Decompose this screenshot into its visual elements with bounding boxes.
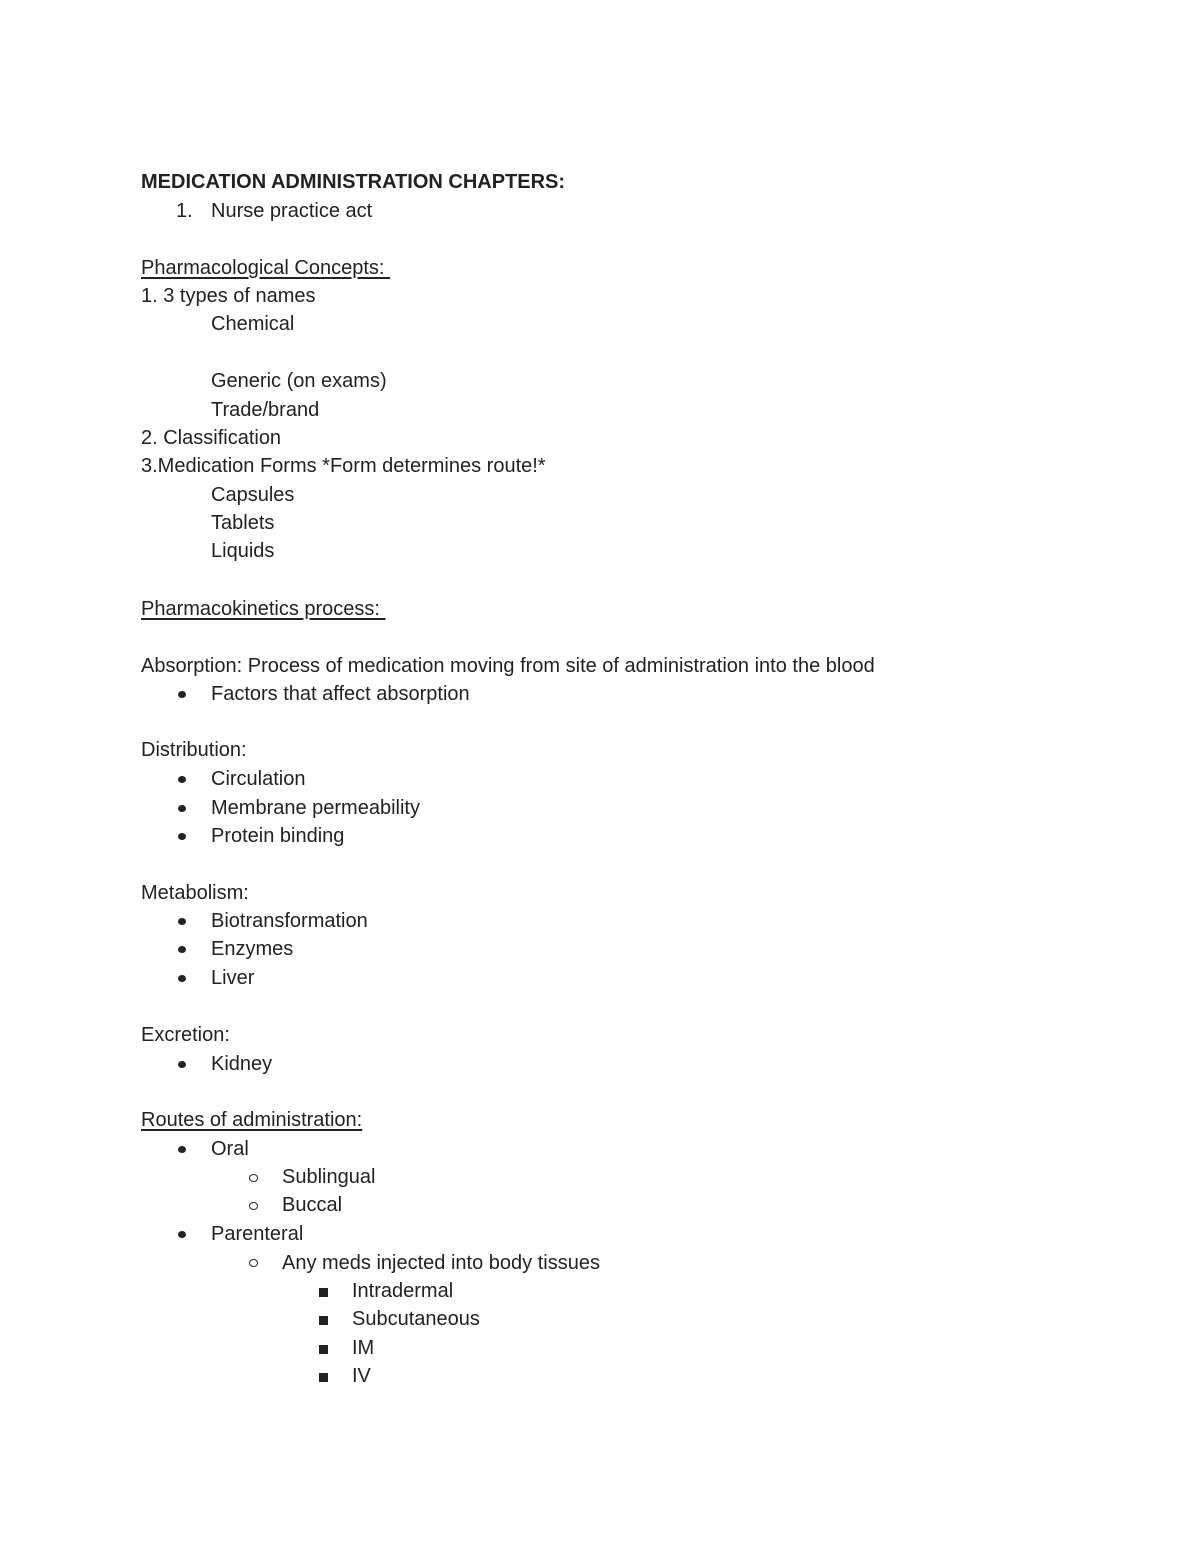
bullet-icon: [178, 805, 186, 812]
list-item: Biotransformation: [211, 910, 368, 932]
list-item: 2. Classification: [141, 427, 282, 449]
list-item: IM: [352, 1337, 375, 1359]
list-item: Circulation: [211, 768, 306, 790]
list-item: Any meds injected into body tissues: [282, 1252, 600, 1274]
list-item: Membrane permeability: [211, 797, 420, 819]
bullet-icon: [178, 1146, 186, 1153]
square-bullet-icon: [319, 1316, 328, 1325]
list-item: Generic (on exams): [211, 370, 387, 392]
list-item: 1. 3 types of names: [141, 285, 316, 307]
square-bullet-icon: [319, 1373, 328, 1382]
list-item: Factors that affect absorption: [211, 683, 470, 705]
list-number: 1.: [176, 200, 193, 222]
list-item: Liquids: [211, 540, 275, 562]
paragraph-absorption: Absorption: Process of medication moving from site of administration into the blood: [141, 655, 875, 677]
hollow-bullet-icon: [249, 1174, 258, 1182]
bullet-icon: [178, 975, 186, 982]
list-item: Enzymes: [211, 938, 294, 960]
list-item: Liver: [211, 967, 255, 989]
bullet-icon: [178, 691, 186, 698]
hollow-bullet-icon: [249, 1259, 258, 1267]
bullet-icon: [178, 946, 186, 953]
list-item: Sublingual: [282, 1166, 376, 1188]
bullet-icon: [178, 1231, 186, 1238]
square-bullet-icon: [319, 1345, 328, 1354]
list-item: Buccal: [282, 1194, 343, 1216]
list-item: Intradermal: [352, 1280, 454, 1302]
section-heading-pharmacological: Pharmacological Concepts:: [141, 257, 391, 279]
bullet-icon: [178, 918, 186, 925]
subheading-excretion: Excretion:: [141, 1024, 230, 1046]
list-item: Oral: [211, 1138, 249, 1160]
list-item: Capsules: [211, 484, 295, 506]
bullet-icon: [178, 776, 186, 783]
document-title: MEDICATION ADMINISTRATION CHAPTERS:: [141, 171, 566, 193]
list-item: Kidney: [211, 1053, 273, 1075]
list-item: Tablets: [211, 512, 275, 534]
list-item: Chemical: [211, 313, 295, 335]
list-item: 3.Medication Forms *Form determines route!*: [141, 455, 546, 477]
bullet-icon: [178, 833, 186, 840]
list-item: Protein binding: [211, 825, 345, 847]
hollow-bullet-icon: [249, 1202, 258, 1210]
list-item: IV: [352, 1365, 371, 1387]
list-item: Trade/brand: [211, 399, 320, 421]
section-heading-routes: Routes of administration:: [141, 1109, 363, 1131]
bullet-icon: [178, 1061, 186, 1068]
list-item: Parenteral: [211, 1223, 304, 1245]
square-bullet-icon: [319, 1288, 328, 1297]
subheading-distribution: Distribution:: [141, 739, 247, 761]
subheading-metabolism: Metabolism:: [141, 882, 249, 904]
section-heading-pharmacokinetics: Pharmacokinetics process:: [141, 598, 386, 620]
list-item: Subcutaneous: [352, 1308, 480, 1330]
list-item: Nurse practice act: [211, 200, 373, 222]
